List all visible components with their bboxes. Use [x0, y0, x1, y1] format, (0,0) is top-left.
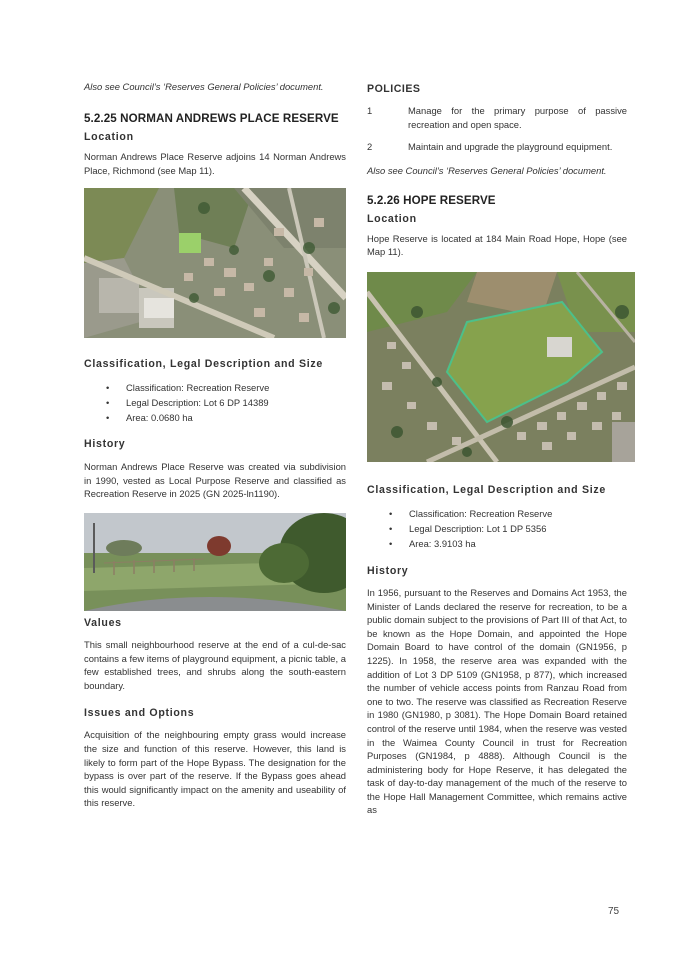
history-text: In 1956, pursuant to the Reserves and Domains Act 1953, the Minister of Lands declared the reserve for recreation, to be a public domain subject to the provisions of Part III of that Act, to be known as the Hope Domain, and appointed the Hope Domain Board to have control of the domain (GN1956, p 1225). In 1958, the reserve area was expanded with the addition of Lot 3 DP 5109 (GN1958, p 877), which increased the number of vehicle access points from Ranzau Road from one to two. The reserve was classified as Recreation Reserve in 1980 (GN1980, p 3081). The Hope Domain Board retained control of the reserve until 1984, when the reserve was vested in the Waimea County Council in trust for Recreation Purposes (GN1984, p 4888). Although Council is the administering body for Hope Reserve, it has delegated the task of day-to-day management of the much of the reserve to the Hope Hall Management Committee, which remains active as [367, 586, 627, 816]
values-heading: Values [84, 616, 122, 629]
classification-list [84, 380, 346, 425]
list-item: • Legal Description: Lot 1 DP 5356 [367, 521, 627, 536]
issues-heading: Issues and Options [84, 707, 195, 720]
history-heading: History [367, 564, 409, 577]
location-heading: Location [84, 131, 134, 143]
policy-item [367, 140, 627, 154]
page-number: 75 [608, 906, 620, 917]
list-item: • Classification: Recreation Reserve [367, 506, 627, 521]
list-item: • Area: 3.9103 ha [367, 536, 627, 551]
list-item: • Area: 0.0680 ha [84, 410, 346, 425]
see-also-note: Also see Council’s ‘Reserves General Policies’ document. [367, 164, 607, 176]
aerial-photo-image [84, 188, 346, 338]
history-text: Norman Andrews Place Reserve was created via subdivision in 1990, vested as Local Purpose Reserve and classified as Recreation Reserve in 2025 (GN 2025-ln1190). [84, 461, 346, 500]
policy-number: 1 [367, 105, 373, 116]
policy-number: 2 [367, 141, 373, 153]
reserve-photo-norman-andrews [84, 513, 346, 611]
reserve-photo-image [84, 513, 346, 611]
classification-list [367, 506, 627, 551]
section-title-hope: 5.2.26 HOPE RESERVE [367, 193, 496, 207]
aerial-photo-norman-andrews [84, 188, 346, 338]
left-column [84, 80, 346, 810]
policy-text: Maintain and upgrade the playground equipment. [408, 141, 613, 153]
location-heading: Location [367, 212, 417, 225]
history-heading: History [84, 438, 126, 451]
see-also-note: Also see Council’s ‘Reserves General Policies’ document. [84, 81, 324, 92]
location-text: Hope Reserve is located at 184 Main Road Hope, Hope (see Map 11). [367, 232, 627, 258]
classification-heading: Classification, Legal Description and Size [367, 483, 606, 496]
section-title-norman-andrews: 5.2.25 NORMAN ANDREWS PLACE RESERVE [84, 112, 339, 125]
issues-text: Acquisition of the neighbouring empty grass would increase the size and function of this reserve. However, this land is likely to form part of the Hope Bypass. The designation for the bypass is over part of the reserve. If the Bypass goes ahead this would significantly impact on the amenity and useability of this reserve. [84, 729, 346, 809]
list-item: • Classification: Recreation Reserve [84, 380, 346, 395]
policies-heading: POLICIES [367, 83, 421, 95]
policy-text: Manage for the primary purpose of passive recreation and open space. [408, 105, 627, 130]
policies-list [367, 104, 627, 154]
right-column [367, 80, 627, 817]
values-text: This small neighbourhood reserve at the end of a cul-de-sac contains a few items of playground equipment, a picnic table, a few established trees, and shrubs along the south-eastern boundary. [84, 638, 346, 691]
list-item: • Legal Description: Lot 6 DP 14389 [84, 395, 346, 410]
classification-heading: Classification, Legal Description and Size [84, 358, 323, 371]
policy-item [367, 104, 627, 131]
aerial-photo-hope-reserve [367, 272, 635, 462]
location-text: Norman Andrews Place Reserve adjoins 14 Norman Andrews Place, Richmond (see Map 11). [84, 151, 346, 176]
aerial-photo-image [367, 272, 635, 462]
